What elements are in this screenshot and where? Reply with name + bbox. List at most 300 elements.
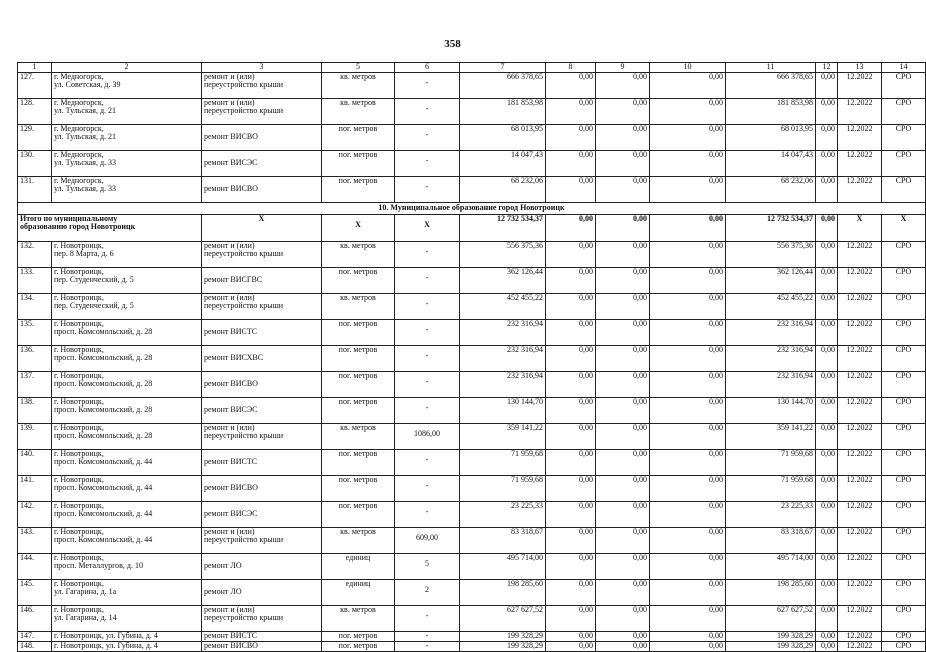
method-cell: СРО <box>882 99 926 125</box>
quantity-cell: - <box>395 606 460 632</box>
quantity-cell: - <box>395 372 460 398</box>
table-row <box>18 424 926 450</box>
quantity-cell: - <box>395 398 460 424</box>
column-10-cell: 0,00 <box>650 99 726 125</box>
deadline-cell: 12.2022 <box>838 476 882 502</box>
row-number-cell: 127. <box>18 73 52 99</box>
table-row <box>18 99 926 125</box>
column-10-cell: 0,00 <box>650 242 726 268</box>
unit-cell: пог. метров <box>322 177 395 203</box>
unit-cell: кв. метров <box>322 242 395 268</box>
quantity-cell: 5 <box>395 554 460 580</box>
unit-cell: кв. метров <box>322 528 395 554</box>
work-type-cell: ремонт и (или) переустройство крыши <box>202 528 322 554</box>
column-8-cell: 0,00 <box>546 476 596 502</box>
unit-cell: кв. метров <box>322 73 395 99</box>
column-8-cell: 0,00 <box>546 346 596 372</box>
unit-cell: кв. метров <box>322 424 395 450</box>
method-cell: СРО <box>882 528 926 554</box>
column-10-cell: 0,00 <box>650 73 726 99</box>
column-11-cell: 627 627,52 <box>726 606 816 632</box>
column-12-cell: 0,00 <box>816 242 838 268</box>
deadline-cell: 12.2022 <box>838 424 882 450</box>
method-cell: СРО <box>882 554 926 580</box>
deadline-cell: 12.2022 <box>838 242 882 268</box>
address-cell: г. Новотроицк, просп. Комсомольский, д. 28 <box>52 372 202 398</box>
work-type-cell: ремонт ЛО <box>202 580 322 606</box>
column-11-cell: 83 318,67 <box>726 528 816 554</box>
unit-cell: единиц <box>322 580 395 606</box>
table-row <box>18 372 926 398</box>
deadline-cell: 12.2022 <box>838 372 882 398</box>
cost-total-cell: 452 455,22 <box>460 294 546 320</box>
cost-total-cell: 495 714,00 <box>460 554 546 580</box>
work-type-cell: ремонт и (или) переустройство крыши <box>202 294 322 320</box>
cost-total-cell: 68 013,95 <box>460 125 546 151</box>
column-12-cell: 0,00 <box>816 320 838 346</box>
cost-total-cell: 14 047,43 <box>460 151 546 177</box>
address-cell: г. Новотроицк, просп. Комсомольский, д. 28 <box>52 424 202 450</box>
total-cost-cell: 12 732 534,37 <box>460 215 546 242</box>
table-row <box>18 398 926 424</box>
method-cell: СРО <box>882 125 926 151</box>
row-number-cell: 143. <box>18 528 52 554</box>
address-cell: г. Новотроицк, просп. Комсомольский, д. 44 <box>52 528 202 554</box>
work-type-cell: ремонт и (или) переустройство крыши <box>202 424 322 450</box>
quantity-cell: - <box>395 73 460 99</box>
row-number-cell: 138. <box>18 398 52 424</box>
row-number-cell: 129. <box>18 125 52 151</box>
cost-total-cell: 232 316,94 <box>460 346 546 372</box>
cost-total-cell: 556 375,36 <box>460 242 546 268</box>
cost-total-cell: 130 144,70 <box>460 398 546 424</box>
row-number-cell: 145. <box>18 580 52 606</box>
cost-total-cell: 83 318,67 <box>460 528 546 554</box>
table-row <box>18 632 926 642</box>
column-10-cell: 0,00 <box>650 606 726 632</box>
address-cell: г. Новотроицк, просп. Металлургов, д. 10 <box>52 554 202 580</box>
column-9-cell: 0,00 <box>596 554 650 580</box>
total-column-13-cell: X <box>838 215 882 242</box>
cost-total-cell: 232 316,94 <box>460 372 546 398</box>
deadline-cell: 12.2022 <box>838 528 882 554</box>
table-row <box>18 502 926 528</box>
work-type-cell: ремонт ВИСТС <box>202 450 322 476</box>
column-9-cell: 0,00 <box>596 151 650 177</box>
column-10-cell: 0,00 <box>650 632 726 642</box>
deadline-cell: 12.2022 <box>838 580 882 606</box>
column-11-cell: 199 328,29 <box>726 632 816 642</box>
column-12-cell: 0,00 <box>816 268 838 294</box>
method-cell: СРО <box>882 73 926 99</box>
table-row <box>18 580 926 606</box>
row-number-cell: 136. <box>18 346 52 372</box>
method-cell: СРО <box>882 177 926 203</box>
column-8-cell: 0,00 <box>546 424 596 450</box>
column-12-cell: 0,00 <box>816 606 838 632</box>
quantity-cell: 1086,00 <box>395 424 460 450</box>
table-row <box>18 294 926 320</box>
work-type-cell: ремонт ВИСТС <box>202 320 322 346</box>
quantity-cell: - <box>395 177 460 203</box>
cost-total-cell: 71 959,68 <box>460 476 546 502</box>
column-number-cell: 3 <box>202 63 322 73</box>
column-9-cell: 0,00 <box>596 125 650 151</box>
cost-total-cell: 627 627,52 <box>460 606 546 632</box>
row-number-cell: 132. <box>18 242 52 268</box>
column-number-row <box>18 63 926 73</box>
total-column-9-cell: 0,00 <box>596 215 650 242</box>
column-9-cell: 0,00 <box>596 398 650 424</box>
table-row <box>18 528 926 554</box>
column-9-cell: 0,00 <box>596 580 650 606</box>
deadline-cell: 12.2022 <box>838 151 882 177</box>
column-number-cell: 2 <box>52 63 202 73</box>
cost-total-cell: 23 225,33 <box>460 502 546 528</box>
row-number-cell: 134. <box>18 294 52 320</box>
column-10-cell: 0,00 <box>650 642 726 652</box>
column-10-cell: 0,00 <box>650 151 726 177</box>
column-8-cell: 0,00 <box>546 372 596 398</box>
unit-cell: кв. метров <box>322 99 395 125</box>
deadline-cell: 12.2022 <box>838 398 882 424</box>
column-12-cell: 0,00 <box>816 642 838 652</box>
quantity-cell: - <box>395 242 460 268</box>
column-9-cell: 0,00 <box>596 242 650 268</box>
method-cell: СРО <box>882 398 926 424</box>
column-12-cell: 0,00 <box>816 294 838 320</box>
page-number: 358 <box>444 38 461 50</box>
column-8-cell: 0,00 <box>546 632 596 642</box>
address-cell: г. Новотроицк, ул. Губина, д. 4 <box>52 632 202 642</box>
column-8-cell: 0,00 <box>546 450 596 476</box>
column-8-cell: 0,00 <box>546 99 596 125</box>
table-row <box>18 554 926 580</box>
column-10-cell: 0,00 <box>650 294 726 320</box>
column-9-cell: 0,00 <box>596 606 650 632</box>
column-9-cell: 0,00 <box>596 177 650 203</box>
column-10-cell: 0,00 <box>650 268 726 294</box>
deadline-cell: 12.2022 <box>838 606 882 632</box>
column-12-cell: 0,00 <box>816 99 838 125</box>
row-number-cell: 141. <box>18 476 52 502</box>
table-row <box>18 450 926 476</box>
unit-cell: пог. метров <box>322 450 395 476</box>
unit-cell: кв. метров <box>322 294 395 320</box>
quantity-cell: - <box>395 151 460 177</box>
column-10-cell: 0,00 <box>650 346 726 372</box>
work-type-cell: ремонт и (или) переустройство крыши <box>202 242 322 268</box>
address-cell: г. Новотроицк, просп. Комсомольский, д. 28 <box>52 320 202 346</box>
column-12-cell: 0,00 <box>816 528 838 554</box>
column-9-cell: 0,00 <box>596 632 650 642</box>
column-11-cell: 232 316,94 <box>726 346 816 372</box>
table-row <box>18 346 926 372</box>
address-cell: г. Новотроицк, пер. Студенческий, д. 5 <box>52 294 202 320</box>
unit-cell: пог. метров <box>322 632 395 642</box>
address-cell: г. Медногорск, ул. Тульская, д. 21 <box>52 125 202 151</box>
quantity-cell: - <box>395 294 460 320</box>
column-11-cell: 452 455,22 <box>726 294 816 320</box>
work-type-cell: ремонт и (или) переустройство крыши <box>202 606 322 632</box>
cost-total-cell: 232 316,94 <box>460 320 546 346</box>
work-type-cell: ремонт ЛО <box>202 554 322 580</box>
work-type-cell: ремонт ВИСХВС <box>202 346 322 372</box>
column-9-cell: 0,00 <box>596 476 650 502</box>
column-9-cell: 0,00 <box>596 346 650 372</box>
column-8-cell: 0,00 <box>546 151 596 177</box>
column-9-cell: 0,00 <box>596 320 650 346</box>
deadline-cell: 12.2022 <box>838 642 882 652</box>
deadline-cell: 12.2022 <box>838 320 882 346</box>
work-type-cell: ремонт ВИСВО <box>202 372 322 398</box>
column-11-cell: 68 013,95 <box>726 125 816 151</box>
unit-cell: пог. метров <box>322 125 395 151</box>
quantity-cell: 609,00 <box>395 528 460 554</box>
address-cell: г. Новотроицк, просп. Комсомольский, д. 28 <box>52 346 202 372</box>
row-number-cell: 137. <box>18 372 52 398</box>
work-type-cell: ремонт ВИСЭС <box>202 151 322 177</box>
column-10-cell: 0,00 <box>650 450 726 476</box>
column-11-cell: 71 959,68 <box>726 476 816 502</box>
quantity-cell: - <box>395 476 460 502</box>
address-cell: г. Новотроицк, просп. Комсомольский, д. 44 <box>52 450 202 476</box>
column-10-cell: 0,00 <box>650 580 726 606</box>
row-number-cell: 130. <box>18 151 52 177</box>
column-10-cell: 0,00 <box>650 476 726 502</box>
method-cell: СРО <box>882 242 926 268</box>
column-8-cell: 0,00 <box>546 73 596 99</box>
column-9-cell: 0,00 <box>596 528 650 554</box>
address-cell: г. Новотроицк, пер. Студенческий, д. 5 <box>52 268 202 294</box>
column-12-cell: 0,00 <box>816 346 838 372</box>
deadline-cell: 12.2022 <box>838 177 882 203</box>
work-type-cell: ремонт ВИСВО <box>202 642 322 652</box>
address-cell: г. Новотроицк, ул. Гагарина, д. 1а <box>52 580 202 606</box>
column-8-cell: 0,00 <box>546 125 596 151</box>
column-number-cell: 5 <box>322 63 395 73</box>
quantity-cell: - <box>395 502 460 528</box>
table-row <box>18 268 926 294</box>
column-10-cell: 0,00 <box>650 398 726 424</box>
deadline-cell: 12.2022 <box>838 450 882 476</box>
column-number-cell: 6 <box>395 63 460 73</box>
address-cell: г. Медногорск, ул. Тульская, д. 33 <box>52 151 202 177</box>
column-12-cell: 0,00 <box>816 398 838 424</box>
address-cell: г. Медногорск, ул. Тульская, д. 21 <box>52 99 202 125</box>
column-8-cell: 0,00 <box>546 554 596 580</box>
deadline-cell: 12.2022 <box>838 294 882 320</box>
column-8-cell: 0,00 <box>546 528 596 554</box>
unit-cell: пог. метров <box>322 268 395 294</box>
total-column-10-cell: 0,00 <box>650 215 726 242</box>
column-12-cell: 0,00 <box>816 502 838 528</box>
quantity-cell: - <box>395 450 460 476</box>
column-11-cell: 666 378,65 <box>726 73 816 99</box>
unit-cell: единиц <box>322 554 395 580</box>
column-12-cell: 0,00 <box>816 151 838 177</box>
row-number-cell: 147. <box>18 632 52 642</box>
section-title: 10. Муниципальное образование город Новотроицк <box>18 203 926 215</box>
work-type-cell: ремонт ВИСВО <box>202 177 322 203</box>
address-cell: г. Новотроицк, просп. Комсомольский, д. 44 <box>52 476 202 502</box>
table-row <box>18 476 926 502</box>
row-number-cell: 142. <box>18 502 52 528</box>
column-number-cell: 14 <box>882 63 926 73</box>
unit-cell: пог. метров <box>322 398 395 424</box>
address-cell: г. Новотроицк, просп. Комсомольский, д. 28 <box>52 398 202 424</box>
column-11-cell: 181 853,98 <box>726 99 816 125</box>
deadline-cell: 12.2022 <box>838 554 882 580</box>
column-12-cell: 0,00 <box>816 450 838 476</box>
column-8-cell: 0,00 <box>546 242 596 268</box>
method-cell: СРО <box>882 294 926 320</box>
column-number-cell: 1 <box>18 63 52 73</box>
total-column-6-cell: X <box>395 215 460 242</box>
table-row <box>18 73 926 99</box>
deadline-cell: 12.2022 <box>838 99 882 125</box>
quantity-cell: - <box>395 320 460 346</box>
column-11-cell: 23 225,33 <box>726 502 816 528</box>
column-11-cell: 232 316,94 <box>726 372 816 398</box>
total-column-8-cell: 0,00 <box>546 215 596 242</box>
total-column-11-cell: 12 732 534,37 <box>726 215 816 242</box>
quantity-cell: - <box>395 642 460 652</box>
total-column-12-cell: 0,00 <box>816 215 838 242</box>
quantity-cell: 2 <box>395 580 460 606</box>
column-12-cell: 0,00 <box>816 73 838 99</box>
column-10-cell: 0,00 <box>650 554 726 580</box>
row-number-cell: 133. <box>18 268 52 294</box>
column-9-cell: 0,00 <box>596 99 650 125</box>
column-number-cell: 12 <box>816 63 838 73</box>
column-8-cell: 0,00 <box>546 177 596 203</box>
cost-total-cell: 71 959,68 <box>460 450 546 476</box>
column-11-cell: 130 144,70 <box>726 398 816 424</box>
column-9-cell: 0,00 <box>596 294 650 320</box>
column-12-cell: 0,00 <box>816 476 838 502</box>
work-type-cell: ремонт ВИСВО <box>202 476 322 502</box>
cost-total-cell: 362 126,44 <box>460 268 546 294</box>
row-number-cell: 135. <box>18 320 52 346</box>
row-number-cell: 140. <box>18 450 52 476</box>
quantity-cell: - <box>395 268 460 294</box>
cost-total-cell: 199 328,29 <box>460 632 546 642</box>
column-12-cell: 0,00 <box>816 125 838 151</box>
unit-cell: пог. метров <box>322 642 395 652</box>
table-row <box>18 606 926 632</box>
work-type-cell: ремонт и (или) переустройство крыши <box>202 73 322 99</box>
column-9-cell: 0,00 <box>596 73 650 99</box>
method-cell: СРО <box>882 632 926 642</box>
deadline-cell: 12.2022 <box>838 502 882 528</box>
column-8-cell: 0,00 <box>546 642 596 652</box>
row-number-cell: 146. <box>18 606 52 632</box>
table-row <box>18 177 926 203</box>
cost-total-cell: 198 285,60 <box>460 580 546 606</box>
column-10-cell: 0,00 <box>650 177 726 203</box>
cost-total-cell: 666 378,65 <box>460 73 546 99</box>
column-8-cell: 0,00 <box>546 294 596 320</box>
total-column-5-cell: X <box>322 215 395 242</box>
column-9-cell: 0,00 <box>596 424 650 450</box>
column-9-cell: 0,00 <box>596 372 650 398</box>
unit-cell: пог. метров <box>322 346 395 372</box>
column-9-cell: 0,00 <box>596 502 650 528</box>
quantity-cell: - <box>395 99 460 125</box>
address-cell: г. Новотроицк, просп. Комсомольский, д. 44 <box>52 502 202 528</box>
column-11-cell: 232 316,94 <box>726 320 816 346</box>
column-11-cell: 68 232,06 <box>726 177 816 203</box>
column-10-cell: 0,00 <box>650 528 726 554</box>
method-cell: СРО <box>882 346 926 372</box>
total-column-3-cell: X <box>202 215 322 242</box>
column-8-cell: 0,00 <box>546 502 596 528</box>
column-8-cell: 0,00 <box>546 606 596 632</box>
column-12-cell: 0,00 <box>816 554 838 580</box>
total-label: Итого по муниципальному образованию город Новотроицк <box>18 215 202 242</box>
work-type-cell: ремонт ВИСЭС <box>202 398 322 424</box>
column-10-cell: 0,00 <box>650 125 726 151</box>
work-type-cell: ремонт ВИСЭС <box>202 502 322 528</box>
table-row <box>18 125 926 151</box>
column-11-cell: 199 328,29 <box>726 642 816 652</box>
address-cell: г. Медногорск, ул. Советская, д. 39 <box>52 73 202 99</box>
column-number-cell: 10 <box>650 63 726 73</box>
table-row <box>18 242 926 268</box>
column-number-cell: 13 <box>838 63 882 73</box>
unit-cell: пог. метров <box>322 502 395 528</box>
work-type-cell: ремонт ВИСВО <box>202 125 322 151</box>
unit-cell: пог. метров <box>322 151 395 177</box>
cost-total-cell: 359 141,22 <box>460 424 546 450</box>
column-number-cell: 11 <box>726 63 816 73</box>
method-cell: СРО <box>882 450 926 476</box>
cost-total-cell: 68 232,06 <box>460 177 546 203</box>
deadline-cell: 12.2022 <box>838 73 882 99</box>
method-cell: СРО <box>882 372 926 398</box>
unit-cell: кв. метров <box>322 606 395 632</box>
row-number-cell: 131. <box>18 177 52 203</box>
work-type-cell: ремонт ВИСГВС <box>202 268 322 294</box>
quantity-cell: - <box>395 346 460 372</box>
column-11-cell: 198 285,60 <box>726 580 816 606</box>
unit-cell: пог. метров <box>322 372 395 398</box>
address-cell: г. Новотроицк, ул. Гагарина, д. 14 <box>52 606 202 632</box>
column-8-cell: 0,00 <box>546 398 596 424</box>
address-cell: г. Новотроицк, пер. 8 Марта, д. 6 <box>52 242 202 268</box>
method-cell: СРО <box>882 580 926 606</box>
cost-total-cell: 181 853,98 <box>460 99 546 125</box>
column-9-cell: 0,00 <box>596 450 650 476</box>
quantity-cell: - <box>395 125 460 151</box>
row-number-cell: 139. <box>18 424 52 450</box>
work-type-cell: ремонт ВИСТС <box>202 632 322 642</box>
deadline-cell: 12.2022 <box>838 632 882 642</box>
column-8-cell: 0,00 <box>546 268 596 294</box>
table-row <box>18 642 926 652</box>
method-cell: СРО <box>882 502 926 528</box>
column-11-cell: 359 141,22 <box>726 424 816 450</box>
column-12-cell: 0,00 <box>816 632 838 642</box>
row-number-cell: 148. <box>18 642 52 652</box>
deadline-cell: 12.2022 <box>838 268 882 294</box>
column-12-cell: 0,00 <box>816 424 838 450</box>
method-cell: СРО <box>882 268 926 294</box>
column-8-cell: 0,00 <box>546 320 596 346</box>
column-11-cell: 14 047,43 <box>726 151 816 177</box>
address-cell: г. Медногорск, ул. Тульская, д. 33 <box>52 177 202 203</box>
